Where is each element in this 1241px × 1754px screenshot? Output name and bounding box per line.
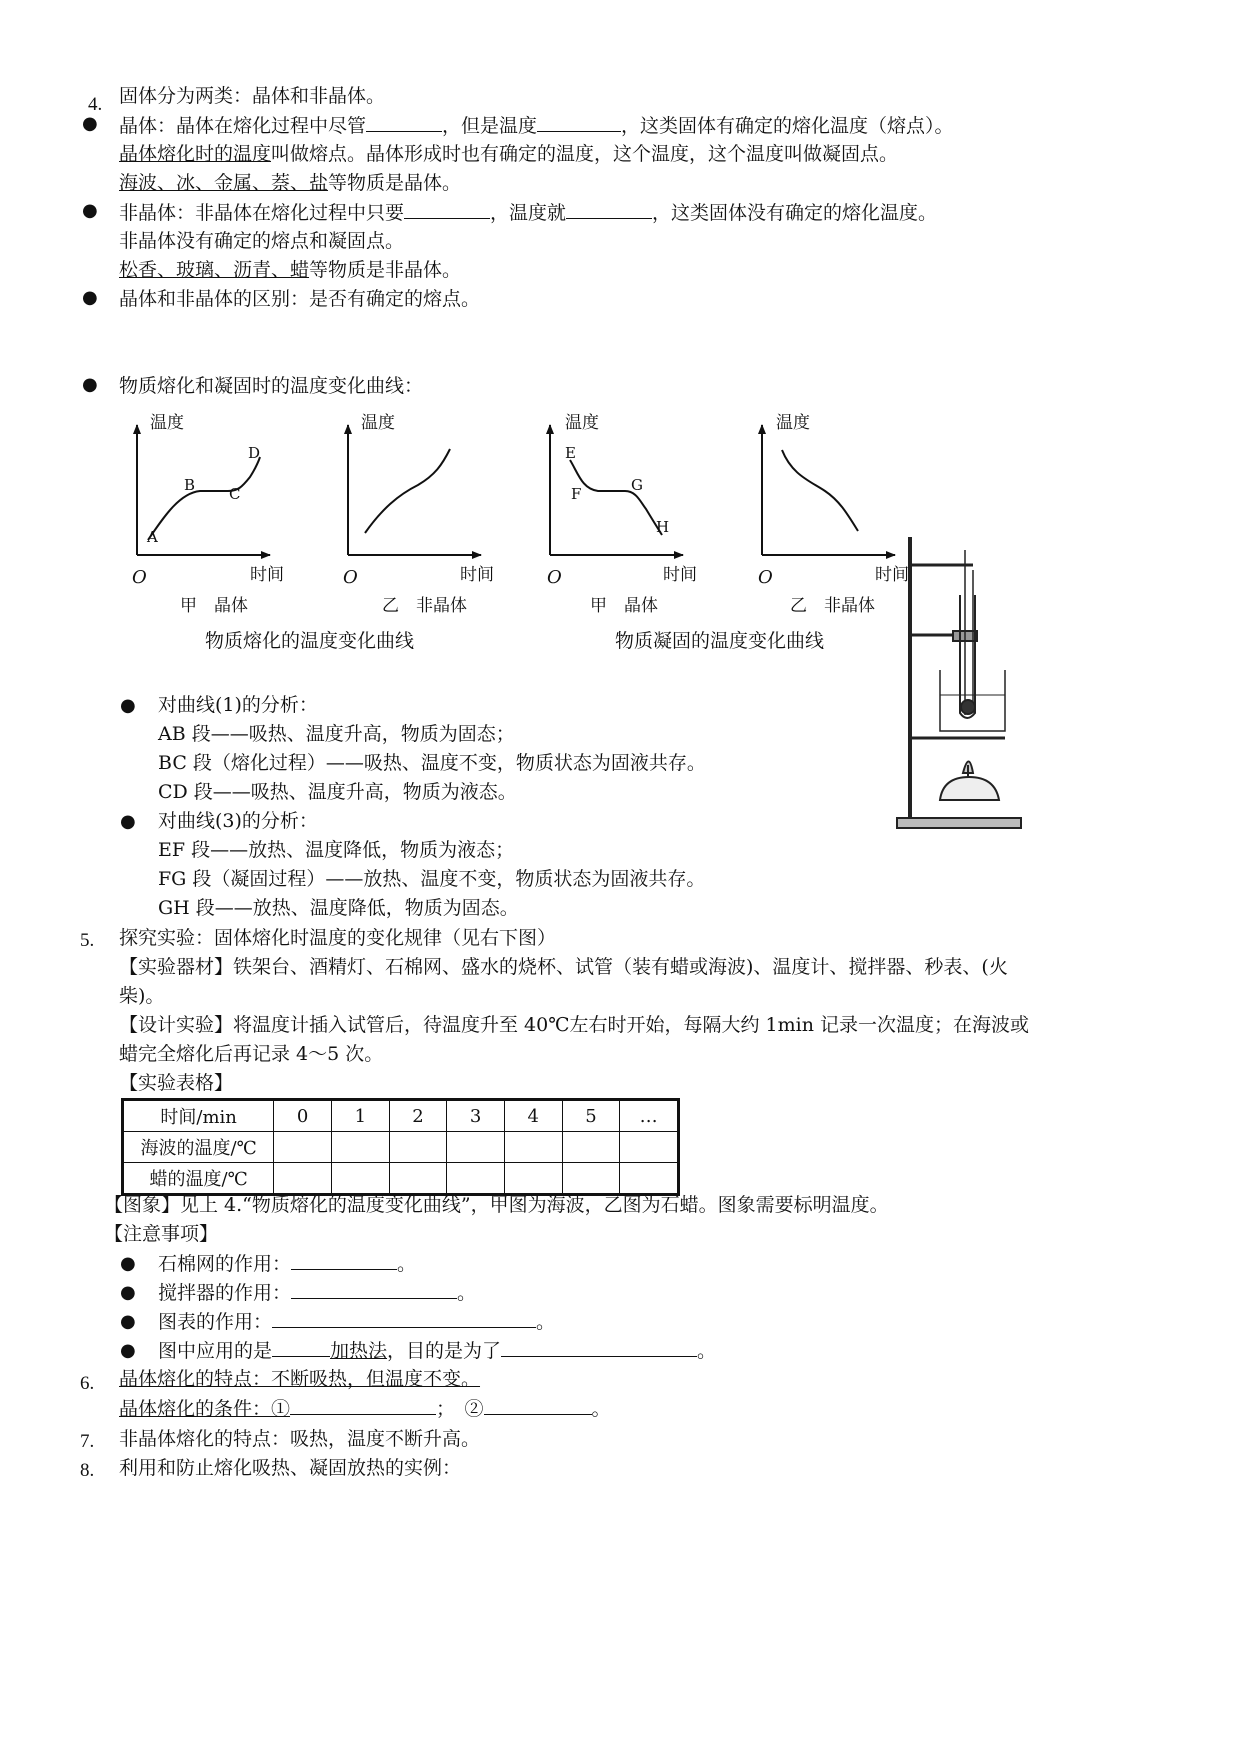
fill-blank[interactable]: [501, 1338, 697, 1357]
point-g-label: G: [631, 476, 643, 494]
point-e-label: E: [565, 444, 576, 462]
amorphous-text-c: ，这类固体没有确定的熔化温度。: [652, 202, 938, 224]
graph3-caption: 甲 晶体: [590, 596, 658, 615]
end-mark: 。: [457, 1282, 477, 1304]
section-number-5: 5.: [80, 930, 95, 951]
graph1-origin: O: [132, 567, 147, 588]
equipment-line-1: 【实验器材】铁架台、酒精灯、石棉网、盛水的烧杯、试管（装有蜡或海波)、温度计、搅拌器、秒表、(火: [119, 956, 1008, 978]
bullet-icon: ●: [120, 1311, 136, 1332]
fill-blank[interactable]: [291, 1251, 397, 1270]
table-cell[interactable]: [620, 1132, 679, 1163]
temperature-curves-figure: [120, 405, 980, 615]
graph4-xlabel: 时间: [875, 565, 909, 585]
fill-blank[interactable]: [366, 113, 442, 132]
section-number-7: 7.: [80, 1431, 95, 1452]
header-cell: 4: [504, 1100, 562, 1132]
section-number-6: 6.: [80, 1373, 95, 1394]
table-title: 【实验表格】: [119, 1072, 234, 1094]
crystal-examples-rest: 等物质是晶体。: [328, 172, 462, 194]
section-number-4: 4.: [88, 94, 103, 115]
fill-blank[interactable]: [272, 1338, 330, 1357]
graph3-ylabel: 温度: [565, 413, 599, 433]
note4-text-b: ，目的是为了: [387, 1340, 502, 1362]
graph1-crystal-melting-curve: [148, 457, 260, 540]
fill-blank[interactable]: [404, 200, 490, 219]
graph2-xlabel: 时间: [460, 565, 494, 585]
table-cell[interactable]: [389, 1163, 447, 1195]
amorphous-examples-list: 松香、玻璃、沥青、蜡: [119, 259, 310, 281]
crystal-definition: [119, 113, 954, 138]
experiment-title: 探究实验：固体熔化时温度的变化规律（见右下图）: [119, 927, 557, 949]
segment-ef: EF 段——放热、温度降低，物质为液态；: [158, 839, 515, 861]
header-cell: 5: [562, 1100, 620, 1132]
note2-text: 搅拌器的作用：: [158, 1282, 292, 1304]
segment-fg: FG 段（凝固过程）——放热、温度不变，物质状态为固液共存。: [158, 868, 706, 890]
table-cell[interactable]: [447, 1163, 505, 1195]
graph2-amorphous-melting-curve: [365, 449, 450, 533]
bullet-icon: ●: [82, 113, 98, 134]
amorphous-definition: [119, 200, 937, 225]
crystal-examples: [119, 171, 461, 195]
graph2-ylabel: 温度: [361, 413, 395, 433]
feature-text: 晶体熔化的特点：不断吸热，但温度不变。: [119, 1368, 481, 1390]
graph4-ylabel: 温度: [776, 413, 810, 433]
note4-method: 加热法: [330, 1340, 388, 1362]
note1-text: 石棉网的作用：: [158, 1253, 292, 1275]
header-cell: 时间/min: [123, 1100, 274, 1132]
header-cell: …: [620, 1100, 679, 1132]
note-asbestos-net: [158, 1251, 416, 1276]
crystal-text-b: ，但是温度: [442, 115, 538, 137]
section-number-8: 8.: [80, 1460, 95, 1481]
table-cell[interactable]: [504, 1163, 562, 1195]
table-cell[interactable]: [274, 1132, 332, 1163]
graph4-caption: 乙 非晶体: [790, 596, 875, 615]
end-mark: 。: [536, 1311, 556, 1333]
graph-note: 【图象】见上 4.“物质熔化的温度变化曲线”，甲图为海波，乙图为石蜡。图象需要标明温度。: [104, 1194, 889, 1216]
crystal-text-c: ，这类固体有确定的熔化温度（熔点）。: [621, 115, 954, 137]
segment-ab: AB 段——吸热、温度升高，物质为固态；: [158, 723, 515, 745]
table-row: [123, 1132, 679, 1163]
table-row: [123, 1163, 679, 1195]
end-mark: 。: [697, 1340, 717, 1362]
row-label: 海波的温度/℃: [123, 1132, 274, 1163]
note-heating-method: [158, 1338, 716, 1363]
crystal-melting-feature: [119, 1367, 480, 1391]
graph3-origin: O: [547, 567, 562, 588]
notes-title: 【注意事项】: [104, 1223, 219, 1245]
graph1-caption: 甲 晶体: [180, 596, 248, 615]
note4-text-a: 图中应用的是: [158, 1340, 273, 1362]
curve3-analysis-title: 对曲线(3)的分析：: [158, 810, 318, 832]
graph2-origin: O: [343, 567, 358, 588]
table-cell[interactable]: [504, 1132, 562, 1163]
freezing-curve-caption: 物质凝固的温度变化曲线: [615, 630, 825, 652]
bullet-icon: ●: [120, 1253, 136, 1274]
header-cell: 2: [389, 1100, 447, 1132]
amorphous-examples-rest: 等物质是非晶体。: [309, 259, 462, 281]
conditions-text-a: 晶体熔化的条件：①: [119, 1398, 291, 1420]
point-d-label: D: [248, 444, 261, 462]
point-c-label: C: [229, 485, 241, 503]
point-b-label: B: [184, 476, 196, 494]
curve1-analysis-title: 对曲线(1)的分析：: [158, 694, 318, 716]
point-a-label: A: [147, 528, 158, 546]
amorphous-line-2: 非晶体没有确定的熔点和凝固点。: [119, 230, 405, 252]
segment-bc: BC 段（熔化过程）——吸热、温度不变，物质状态为固液共存。: [158, 752, 706, 774]
crystal-melting-conditions: [119, 1396, 611, 1421]
amorphous-text-a: 非晶体：非晶体在熔化过程中只要: [119, 202, 405, 224]
section-4-intro: 固体分为两类：晶体和非晶体。: [119, 85, 386, 107]
amorphous-examples: [119, 258, 461, 282]
fill-blank[interactable]: [537, 113, 621, 132]
experiment-table: [121, 1098, 680, 1196]
end-mark: 。: [397, 1253, 417, 1275]
melting-curve-caption: 物质熔化的温度变化曲线: [205, 630, 415, 652]
table-cell[interactable]: [562, 1163, 620, 1195]
graph1-ylabel: 温度: [150, 413, 184, 433]
curves-title: 物质熔化和凝固时的温度变化曲线：: [119, 375, 424, 397]
design-line-1: 【设计实验】将温度计插入试管后，待温度升至 40℃左右时开始，每隔大约 1min 记录一次温度；在海波或: [119, 1014, 1029, 1036]
point-h-label: H: [656, 518, 670, 536]
table-cell[interactable]: [331, 1132, 389, 1163]
melting-point-term: 晶体熔化时的温度: [119, 143, 272, 165]
amorphous-melting-feature: 非晶体熔化的特点：吸热，温度不断升高。: [119, 1428, 481, 1450]
stand-base: [897, 818, 1021, 828]
note-stirrer: [158, 1280, 476, 1305]
table-cell[interactable]: [620, 1163, 679, 1195]
heat-examples-title: 利用和防止熔化吸热、凝固放热的实例：: [119, 1457, 462, 1479]
note-chart: [158, 1309, 555, 1334]
crystal-text-a: 晶体：晶体在熔化过程中尽管: [119, 115, 367, 137]
bullet-icon: ●: [120, 1282, 136, 1303]
fill-blank[interactable]: [290, 1396, 436, 1415]
table-cell[interactable]: [389, 1132, 447, 1163]
bullet-icon: ●: [82, 287, 98, 308]
conditions-text-b: ； ②: [436, 1398, 484, 1420]
design-line-2: 蜡完全熔化后再记录 4～5 次。: [119, 1043, 384, 1065]
end-mark: 。: [591, 1398, 611, 1420]
graph3-crystal-freezing-curve: [570, 460, 662, 535]
bullet-icon: ●: [120, 695, 136, 716]
table-cell[interactable]: [447, 1132, 505, 1163]
segment-gh: GH 段——放热、温度降低，物质为固态。: [158, 897, 519, 919]
header-cell: 0: [274, 1100, 332, 1132]
table-header-row: [123, 1100, 679, 1132]
table-cell[interactable]: [562, 1132, 620, 1163]
fill-blank[interactable]: [484, 1396, 592, 1415]
fill-blank[interactable]: [272, 1309, 536, 1328]
crystal-examples-list: 海波、冰、金属、萘、盐: [119, 172, 329, 194]
bullet-icon: ●: [82, 374, 98, 395]
bullet-icon: ●: [120, 811, 136, 832]
crystal-difference: 晶体和非晶体的区别：是否有确定的熔点。: [119, 288, 481, 310]
bullet-icon: ●: [82, 200, 98, 221]
graph4-amorphous-freezing-curve: [782, 450, 858, 531]
table-cell[interactable]: [274, 1163, 332, 1195]
graph4-origin: O: [758, 567, 773, 588]
fill-blank[interactable]: [566, 200, 652, 219]
melting-point-rest: 叫做熔点。晶体形成时也有确定的温度，这个温度，这个温度叫做凝固点。: [271, 143, 899, 165]
bullet-icon: ●: [120, 1340, 136, 1361]
melting-apparatus-illustration: [895, 535, 1030, 835]
segment-cd: CD 段——吸热、温度升高，物质为液态。: [158, 781, 517, 803]
point-f-label: F: [571, 485, 582, 503]
graph2-caption: 乙 非晶体: [382, 596, 467, 615]
header-cell: 3: [447, 1100, 505, 1132]
graph3-xlabel: 时间: [663, 565, 697, 585]
table-cell[interactable]: [331, 1163, 389, 1195]
fill-blank[interactable]: [291, 1280, 457, 1299]
amorphous-text-b: ，温度就: [490, 202, 567, 224]
equipment-line-2: 柴)。: [119, 985, 165, 1007]
alcohol-lamp: [940, 777, 999, 800]
graph1-xlabel: 时间: [250, 565, 284, 585]
melting-point-definition: [119, 142, 898, 166]
row-label: 蜡的温度/℃: [123, 1163, 274, 1195]
header-cell: 1: [331, 1100, 389, 1132]
sample-in-tube: [961, 700, 975, 714]
note3-text: 图表的作用：: [158, 1311, 273, 1333]
